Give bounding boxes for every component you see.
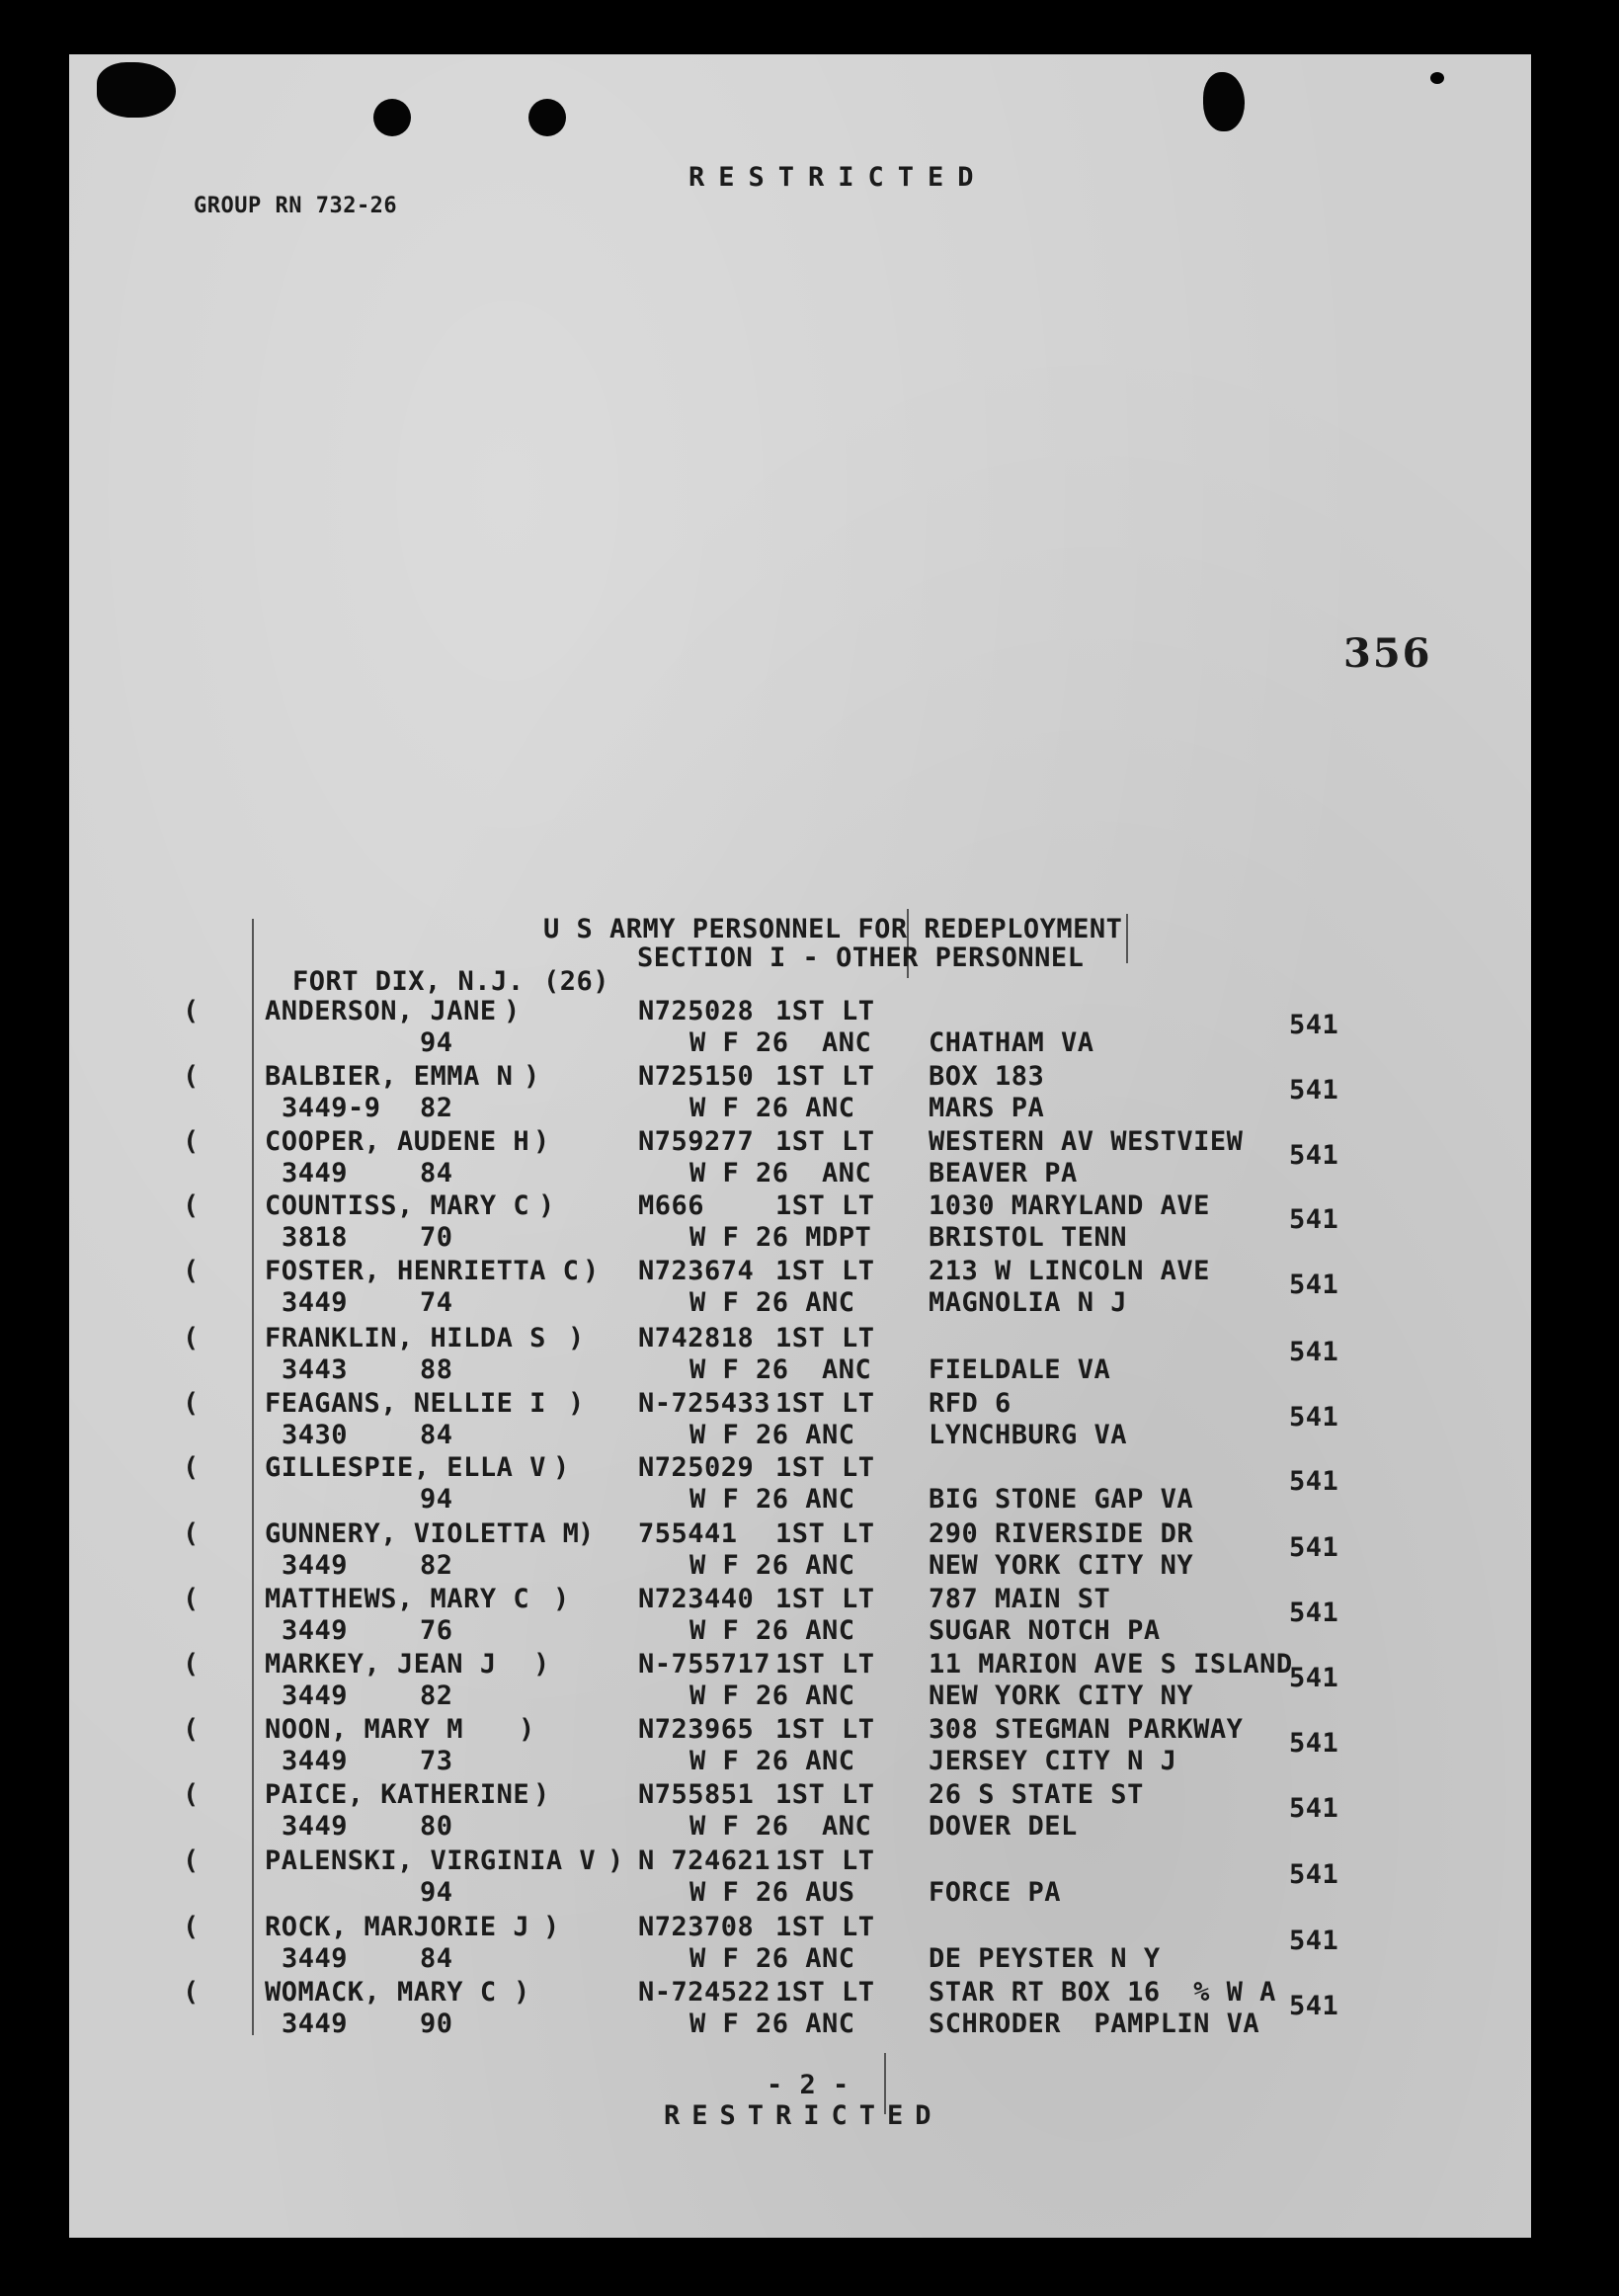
personnel-name: WOMACK, MARY C — [265, 1977, 497, 2008]
row-bracket-open: ( — [183, 1845, 200, 1876]
personnel-name: PALENSKI, VIRGINIA V — [265, 1845, 597, 1876]
personnel-serial: N755851 — [638, 1779, 755, 1810]
row-bracket-close: ) — [514, 1977, 530, 2008]
personnel-address-line1: 787 MAIN ST — [929, 1584, 1111, 1614]
personnel-service: W F 26 ANC — [689, 1811, 872, 1842]
group-number: GROUP RN 732-26 — [194, 194, 398, 218]
row-bracket-close: ) — [538, 1190, 555, 1221]
personnel-address-line1: RFD 6 — [929, 1388, 1012, 1419]
personnel-grade-number: 3449 — [282, 1158, 349, 1189]
personnel-number: 541 — [1289, 1991, 1339, 2021]
personnel-number: 541 — [1289, 1598, 1339, 1628]
row-bracket-close: ) — [568, 1323, 585, 1353]
personnel-rank: 1ST LT — [775, 1190, 875, 1221]
footer-page-number: - 2 - — [767, 2070, 850, 2100]
personnel-address-line2: MAGNOLIA N J — [929, 1287, 1128, 1318]
personnel-address-line1: 11 MARION AVE S ISLAND — [929, 1649, 1293, 1680]
row-bracket-open: ( — [183, 1388, 200, 1419]
personnel-address-line1: BOX 183 — [929, 1061, 1045, 1092]
personnel-serial: N-755717 — [638, 1649, 771, 1680]
personnel-number: 541 — [1289, 1337, 1339, 1367]
personnel-address-line2: DOVER DEL — [929, 1811, 1078, 1842]
personnel-name: GUNNERY, VIOLETTA M — [265, 1518, 580, 1549]
personnel-service: W F 26 ANC — [689, 1681, 855, 1711]
personnel-number: 541 — [1289, 1466, 1339, 1497]
personnel-name: BALBIER, EMMA N — [265, 1061, 514, 1092]
row-bracket-close: ) — [533, 1779, 550, 1810]
document-title: U S ARMY PERSONNEL FOR REDEPLOYMENT — [543, 914, 1123, 944]
personnel-serial: N-724522 — [638, 1977, 771, 2008]
personnel-address-line2: SUGAR NOTCH PA — [929, 1615, 1161, 1646]
personnel-name: ROCK, MARJORIE J — [265, 1912, 530, 1942]
personnel-grade-number: 3430 — [282, 1420, 349, 1450]
punch-hole — [373, 99, 411, 136]
personnel-code: 82 — [420, 1550, 453, 1581]
personnel-code: 94 — [420, 1027, 453, 1058]
personnel-address-line1: 213 W LINCOLN AVE — [929, 1256, 1210, 1286]
personnel-code: 84 — [420, 1420, 453, 1450]
personnel-number: 541 — [1289, 1728, 1339, 1759]
personnel-address-line2: SCHRODER PAMPLIN VA — [929, 2009, 1260, 2039]
personnel-serial: N723708 — [638, 1912, 755, 1942]
personnel-code: 74 — [420, 1287, 453, 1318]
personnel-rank: 1ST LT — [775, 1649, 875, 1680]
personnel-address-line1: 1030 MARYLAND AVE — [929, 1190, 1210, 1221]
personnel-number: 541 — [1289, 1926, 1339, 1956]
row-bracket-close: ) — [533, 1126, 550, 1157]
personnel-grade-number: 3449 — [282, 1746, 349, 1776]
personnel-name: NOON, MARY M — [265, 1714, 464, 1745]
personnel-address-line2: BRISTOL TENN — [929, 1222, 1128, 1253]
personnel-address-line2: JERSEY CITY N J — [929, 1746, 1177, 1776]
personnel-address-line2: FORCE PA — [929, 1877, 1062, 1908]
row-bracket-open: ( — [183, 1061, 200, 1092]
row-bracket-open: ( — [183, 1584, 200, 1614]
personnel-number: 541 — [1289, 1663, 1339, 1693]
personnel-code: 82 — [420, 1681, 453, 1711]
row-bracket-close: ) — [553, 1584, 570, 1614]
personnel-grade-number: 3818 — [282, 1222, 349, 1253]
row-bracket-close: ) — [553, 1452, 570, 1483]
punch-hole — [1203, 72, 1245, 131]
personnel-serial: N725150 — [638, 1061, 755, 1092]
personnel-rank: 1ST LT — [775, 1912, 875, 1942]
row-bracket-open: ( — [183, 1323, 200, 1353]
row-bracket-open: ( — [183, 1649, 200, 1680]
personnel-serial: N723674 — [638, 1256, 755, 1286]
row-bracket-close: ) — [504, 996, 521, 1026]
personnel-name: MARKEY, JEAN J — [265, 1649, 497, 1680]
personnel-service: W F 26 ANC — [689, 1615, 855, 1646]
row-bracket-open: ( — [183, 1452, 200, 1483]
row-bracket-open: ( — [183, 1779, 200, 1810]
restricted-header: RESTRICTED — [688, 162, 988, 193]
personnel-grade-number: 3449 — [282, 2009, 349, 2039]
location-code: (26) — [543, 966, 610, 997]
personnel-code: 88 — [420, 1354, 453, 1385]
personnel-code: 82 — [420, 1093, 453, 1123]
personnel-service: W F 26 ANC — [689, 2009, 855, 2039]
personnel-code: 70 — [420, 1222, 453, 1253]
page-number: 356 — [1343, 630, 1432, 677]
personnel-name: PAICE, KATHERINE — [265, 1779, 530, 1810]
personnel-address-line2: LYNCHBURG VA — [929, 1420, 1128, 1450]
personnel-code: 90 — [420, 2009, 453, 2039]
personnel-address-line2: CHATHAM VA — [929, 1027, 1094, 1058]
personnel-number: 541 — [1289, 1010, 1339, 1040]
personnel-name: GILLESPIE, ELLA V — [265, 1452, 546, 1483]
personnel-address-line2: FIELDALE VA — [929, 1354, 1111, 1385]
row-bracket-close: ) — [519, 1714, 535, 1745]
personnel-serial: N725028 — [638, 996, 755, 1026]
personnel-rank: 1ST LT — [775, 1126, 875, 1157]
row-bracket-open: ( — [183, 1190, 200, 1221]
personnel-address-line2: NEW YORK CITY NY — [929, 1550, 1194, 1581]
personnel-number: 541 — [1289, 1270, 1339, 1300]
personnel-address-line1: STAR RT BOX 16 % W A — [929, 1977, 1276, 2008]
personnel-rank: 1ST LT — [775, 1714, 875, 1745]
personnel-rank: 1ST LT — [775, 1388, 875, 1419]
personnel-service: W F 26 ANC — [689, 1943, 855, 1974]
personnel-serial: N759277 — [638, 1126, 755, 1157]
personnel-rank: 1ST LT — [775, 1518, 875, 1549]
personnel-address-line2: BIG STONE GAP VA — [929, 1484, 1194, 1515]
personnel-service: W F 26 ANC — [689, 1093, 855, 1123]
personnel-address-line1: 26 S STATE ST — [929, 1779, 1144, 1810]
personnel-serial: N725029 — [638, 1452, 755, 1483]
personnel-rank: 1ST LT — [775, 1256, 875, 1286]
personnel-serial: N 724621 — [638, 1845, 771, 1876]
personnel-serial: N723965 — [638, 1714, 755, 1745]
row-bracket-close: ) — [533, 1649, 550, 1680]
personnel-number: 541 — [1289, 1859, 1339, 1890]
margin-line — [252, 919, 254, 2035]
personnel-serial: 755441 — [638, 1518, 738, 1549]
personnel-grade-number: 3449 — [282, 1811, 349, 1842]
row-bracket-open: ( — [183, 996, 200, 1026]
row-bracket-close: ) — [583, 1256, 600, 1286]
row-bracket-close: ) — [543, 1912, 560, 1942]
personnel-rank: 1ST LT — [775, 1323, 875, 1353]
row-bracket-open: ( — [183, 1912, 200, 1942]
personnel-grade-number: 3449 — [282, 1681, 349, 1711]
punch-hole — [528, 99, 566, 136]
personnel-grade-number: 3449 — [282, 1943, 349, 1974]
personnel-service: W F 26 ANC — [689, 1027, 872, 1058]
personnel-code: 80 — [420, 1811, 453, 1842]
personnel-rank: 1ST LT — [775, 1584, 875, 1614]
personnel-address-line2: NEW YORK CITY NY — [929, 1681, 1194, 1711]
personnel-name: FOSTER, HENRIETTA C — [265, 1256, 580, 1286]
personnel-serial: M666 — [638, 1190, 705, 1221]
personnel-rank: 1ST LT — [775, 1061, 875, 1092]
personnel-service: W F 26 ANC — [689, 1420, 855, 1450]
personnel-rank: 1ST LT — [775, 1977, 875, 2008]
personnel-address-line2: BEAVER PA — [929, 1158, 1078, 1189]
personnel-service: W F 26 ANC — [689, 1287, 855, 1318]
row-bracket-close: ) — [607, 1845, 624, 1876]
personnel-service: W F 26 ANC — [689, 1550, 855, 1581]
personnel-service: W F 26 AUS — [689, 1877, 855, 1908]
row-bracket-open: ( — [183, 1256, 200, 1286]
personnel-name: MATTHEWS, MARY C — [265, 1584, 530, 1614]
personnel-number: 541 — [1289, 1402, 1339, 1433]
personnel-number: 541 — [1289, 1793, 1339, 1824]
punch-hole — [97, 62, 176, 118]
personnel-service: W F 26 ANC — [689, 1484, 855, 1515]
personnel-grade-number: 3449-9 — [282, 1093, 381, 1123]
personnel-service: W F 26 ANC — [689, 1746, 855, 1776]
personnel-rank: 1ST LT — [775, 996, 875, 1026]
personnel-code: 84 — [420, 1943, 453, 1974]
personnel-number: 541 — [1289, 1532, 1339, 1563]
personnel-address-line1: 308 STEGMAN PARKWAY — [929, 1714, 1244, 1745]
location-name: FORT DIX, N.J. — [292, 966, 525, 997]
personnel-serial: N723440 — [638, 1584, 755, 1614]
row-bracket-close: ) — [578, 1518, 595, 1549]
row-bracket-open: ( — [183, 1518, 200, 1549]
personnel-number: 541 — [1289, 1204, 1339, 1235]
personnel-code: 76 — [420, 1615, 453, 1646]
personnel-rank: 1ST LT — [775, 1779, 875, 1810]
row-bracket-open: ( — [183, 1126, 200, 1157]
personnel-rank: 1ST LT — [775, 1845, 875, 1876]
personnel-grade-number: 3443 — [282, 1354, 349, 1385]
personnel-address-line1: WESTERN AV WESTVIEW — [929, 1126, 1244, 1157]
personnel-name: ANDERSON, JANE — [265, 996, 497, 1026]
personnel-grade-number: 3449 — [282, 1615, 349, 1646]
row-bracket-open: ( — [183, 1714, 200, 1745]
personnel-name: COOPER, AUDENE H — [265, 1126, 530, 1157]
row-bracket-close: ) — [568, 1388, 585, 1419]
restricted-footer: RESTRICTED — [664, 2100, 943, 2131]
personnel-code: 84 — [420, 1158, 453, 1189]
personnel-name: FEAGANS, NELLIE I — [265, 1388, 546, 1419]
row-bracket-open: ( — [183, 1977, 200, 2008]
personnel-rank: 1ST LT — [775, 1452, 875, 1483]
personnel-address-line2: DE PEYSTER N Y — [929, 1943, 1161, 1974]
punch-hole — [1430, 72, 1444, 84]
personnel-name: FRANKLIN, HILDA S — [265, 1323, 546, 1353]
personnel-code: 73 — [420, 1746, 453, 1776]
personnel-grade-number: 3449 — [282, 1287, 349, 1318]
personnel-address-line2: MARS PA — [929, 1093, 1045, 1123]
divider-line — [1126, 914, 1128, 963]
section-title: SECTION I - OTHER PERSONNEL — [637, 943, 1085, 973]
personnel-code: 94 — [420, 1484, 453, 1515]
personnel-service: W F 26 ANC — [689, 1354, 872, 1385]
personnel-name: COUNTISS, MARY C — [265, 1190, 530, 1221]
personnel-number: 541 — [1289, 1075, 1339, 1106]
personnel-code: 94 — [420, 1877, 453, 1908]
personnel-serial: N742818 — [638, 1323, 755, 1353]
personnel-grade-number: 3449 — [282, 1550, 349, 1581]
personnel-service: W F 26 ANC — [689, 1158, 872, 1189]
row-bracket-close: ) — [524, 1061, 540, 1092]
personnel-address-line1: 290 RIVERSIDE DR — [929, 1518, 1194, 1549]
personnel-serial: N-725433 — [638, 1388, 771, 1419]
personnel-number: 541 — [1289, 1140, 1339, 1171]
personnel-service: W F 26 MDPT — [689, 1222, 872, 1253]
